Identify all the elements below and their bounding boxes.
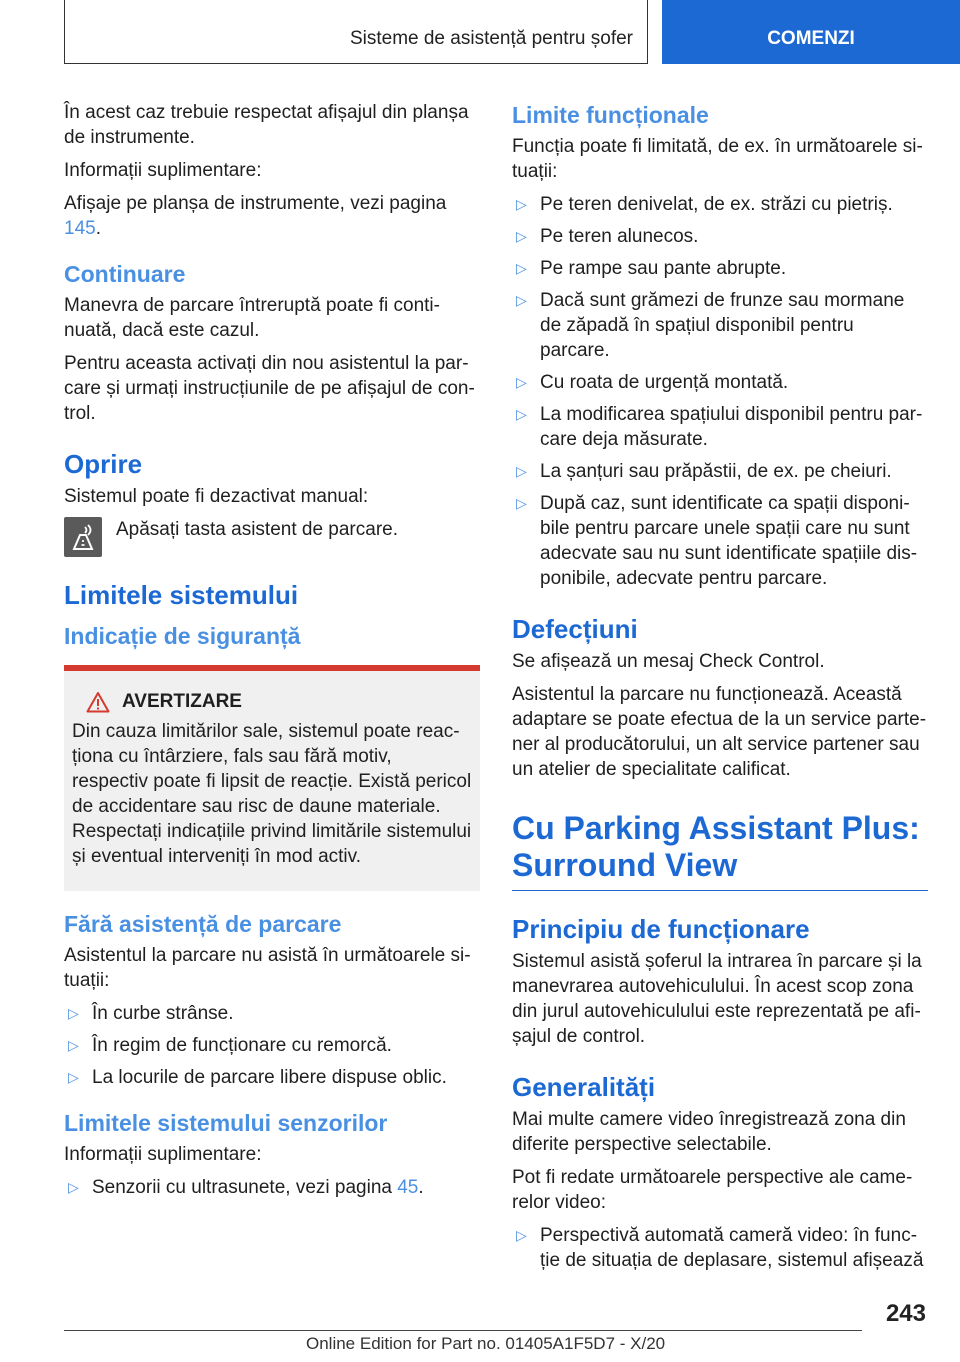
list-item-text: Pe teren alunecos. xyxy=(540,226,699,247)
bullet-triangle-icon: ▷ xyxy=(68,1005,79,1021)
bullet-triangle-icon: ▷ xyxy=(516,406,527,422)
heading-limite-functionale: Limite funcționale xyxy=(512,102,709,128)
key-instruction-text: Apăsați tasta asistent de parcare. xyxy=(116,519,398,540)
list-item-text: Dacă sunt grămezi de frunze sau mormane de zăpadă în spațiul disponibil pentru parcare. xyxy=(540,290,905,361)
bullet-triangle-icon: ▷ xyxy=(516,374,527,390)
warning-title-text: AVERTIZARE xyxy=(122,691,242,712)
key-instruction xyxy=(64,517,480,557)
warning-title xyxy=(72,691,472,713)
list-item xyxy=(512,288,928,363)
section-header-box xyxy=(64,0,648,64)
heading-limitele-sistemului: Limitele sistemului xyxy=(64,580,299,610)
edition-text: Online Edition for Part no. 01405A1F5D7 - X/20 xyxy=(306,1334,666,1353)
list-item xyxy=(512,402,928,452)
list-item xyxy=(512,370,928,395)
heading-generalitati: Generalități xyxy=(512,1072,656,1102)
bullet-triangle-icon: ▷ xyxy=(516,1227,527,1243)
list-item-text: Pe rampe sau pante abrupte. xyxy=(540,258,787,279)
list-item xyxy=(512,459,928,484)
list-item-text: Senzorii cu ultrasunete, vezi pagina xyxy=(92,1177,398,1198)
warning-triangle-icon xyxy=(86,691,110,713)
footer-divider xyxy=(64,1330,862,1331)
parking-assistant-key-icon xyxy=(64,517,102,557)
bullet-triangle-icon: ▷ xyxy=(68,1179,79,1195)
bullet-triangle-icon: ▷ xyxy=(68,1069,79,1085)
page-link-145[interactable]: 145 xyxy=(64,218,96,239)
paragraph: Manevra de parcare întreruptă poate fi continuată, dacă este cazul. xyxy=(64,295,440,341)
list-item-text: Perspectivă automată cameră video: în funcție de situația de deplasare, sistemul afișează xyxy=(540,1225,924,1271)
bullet-triangle-icon: ▷ xyxy=(516,196,527,212)
list-item-text: Pe teren denivelat, de ex. străzi cu pietriș. xyxy=(540,194,893,215)
paragraph xyxy=(64,191,480,241)
warning-text: Din cauza limitărilor sale, sistemul poate reacționa cu întârziere, fals sau fără motiv, respectiv poate fi lipsit de reacție. Există pericol de accidentare sau risc de daune materiale. Respectați indicațiile privind limitările sistemului și eventual interveniți în mod activ. xyxy=(72,721,472,867)
paragraph-text: . xyxy=(95,218,101,239)
heading-continuare: Continuare xyxy=(64,261,186,287)
list-item xyxy=(64,1033,480,1058)
fara-list xyxy=(64,1001,480,1090)
page-header xyxy=(0,0,960,66)
paragraph-text: Afișaje pe planșa de instrumente, vezi pagina xyxy=(64,193,447,214)
heading-principiu-functionare: Principiu de funcționare xyxy=(512,914,810,944)
paragraph: Informații suplimentare: xyxy=(64,160,262,181)
list-item xyxy=(512,256,928,281)
paragraph: Se afișează un mesaj Check Control. xyxy=(512,651,825,672)
bullet-triangle-icon: ▷ xyxy=(516,292,527,308)
list-item-text: În regim de funcționare cu remorcă. xyxy=(92,1035,392,1056)
bullet-triangle-icon: ▷ xyxy=(516,495,527,511)
bullet-triangle-icon: ▷ xyxy=(68,1037,79,1053)
list-item-text: La șanțuri sau prăpăstii, de ex. pe cheiuri. xyxy=(540,461,892,482)
page-number: 243 xyxy=(885,1300,926,1327)
page-link-45[interactable]: 45 xyxy=(397,1177,419,1198)
heading-limitele-senzorilor: Limitele sistemului senzorilor xyxy=(64,1110,388,1136)
right-column xyxy=(512,100,928,1280)
chapter-tab[interactable] xyxy=(662,0,960,64)
list-item xyxy=(64,1065,480,1090)
list-item xyxy=(512,491,928,591)
bullet-triangle-icon: ▷ xyxy=(516,463,527,479)
left-column xyxy=(64,100,480,1207)
list-item xyxy=(512,224,928,249)
list-item-text: . xyxy=(418,1177,424,1198)
section-title: Sisteme de asistență pentru șofer xyxy=(349,28,633,49)
paragraph: Pentru aceasta activați din nou asistentul la parcare și urmați instrucțiunile de pe afișajul de control. xyxy=(64,353,475,424)
paragraph: Mai multe camere video înregistrează zona din diferite perspective selectabile. xyxy=(512,1109,906,1155)
list-item xyxy=(512,1223,928,1273)
limite-list xyxy=(512,192,928,591)
bullet-triangle-icon: ▷ xyxy=(516,260,527,276)
paragraph: Sistemul asistă șoferul la intrarea în parcare și la manevrarea autovehiculului. În acest scop zona din jurul autovehiculului este reprezentată pe afișajul de control. xyxy=(512,951,922,1047)
paragraph: Asistentul la parcare nu asistă în următoarele situații: xyxy=(64,945,471,991)
paragraph: Informații suplimentare: xyxy=(64,1144,262,1165)
heading-fara-asistenta: Fără asistență de parcare xyxy=(64,911,342,937)
list-item xyxy=(64,1175,480,1200)
list-item-text: La modificarea spațiului disponibil pentru parcare deja măsurate. xyxy=(540,404,923,450)
list-item-text: În curbe strânse. xyxy=(92,1003,234,1024)
paragraph: În acest caz trebuie respectat afișajul din planșa de instrumente. xyxy=(64,102,469,148)
paragraph: Sistemul poate fi dezactivat manual: xyxy=(64,486,369,507)
warning-box xyxy=(64,665,480,891)
chapter-label: COMENZI xyxy=(767,28,855,49)
paragraph: Pot fi redate următoarele perspective ale camerelor video: xyxy=(512,1167,913,1213)
generalitati-list xyxy=(512,1223,928,1273)
list-item xyxy=(512,192,928,217)
list-item-text: Cu roata de urgență montată. xyxy=(540,372,789,393)
list-item xyxy=(64,1001,480,1026)
page-footer xyxy=(0,1290,960,1362)
heading-oprire: Oprire xyxy=(64,449,143,479)
paragraph: Funcția poate fi limitată, de ex. în următoarele situații: xyxy=(512,136,923,182)
list-item-text: La locurile de parcare libere dispuse oblic. xyxy=(92,1067,447,1088)
heading-surround-view: Cu Parking Assistant Plus: Surround View xyxy=(512,810,928,891)
senzori-list xyxy=(64,1175,480,1200)
bullet-triangle-icon: ▷ xyxy=(516,228,527,244)
heading-indicatie-siguranta: Indicație de siguranță xyxy=(64,623,301,649)
list-item-text: După caz, sunt identificate ca spații disponibile pentru parcare unele spații care nu sunt adecvate sau nu sunt identificate spațiile disponibile, adecvate pentru parcare. xyxy=(540,493,918,589)
paragraph: Asistentul la parcare nu funcționează. Această adaptare se poate efectua de la un service partener al producătorului, un alt service partener sau un atelier de specialitate calificat. xyxy=(512,684,927,780)
heading-defectiuni: Defecțiuni xyxy=(512,614,638,644)
